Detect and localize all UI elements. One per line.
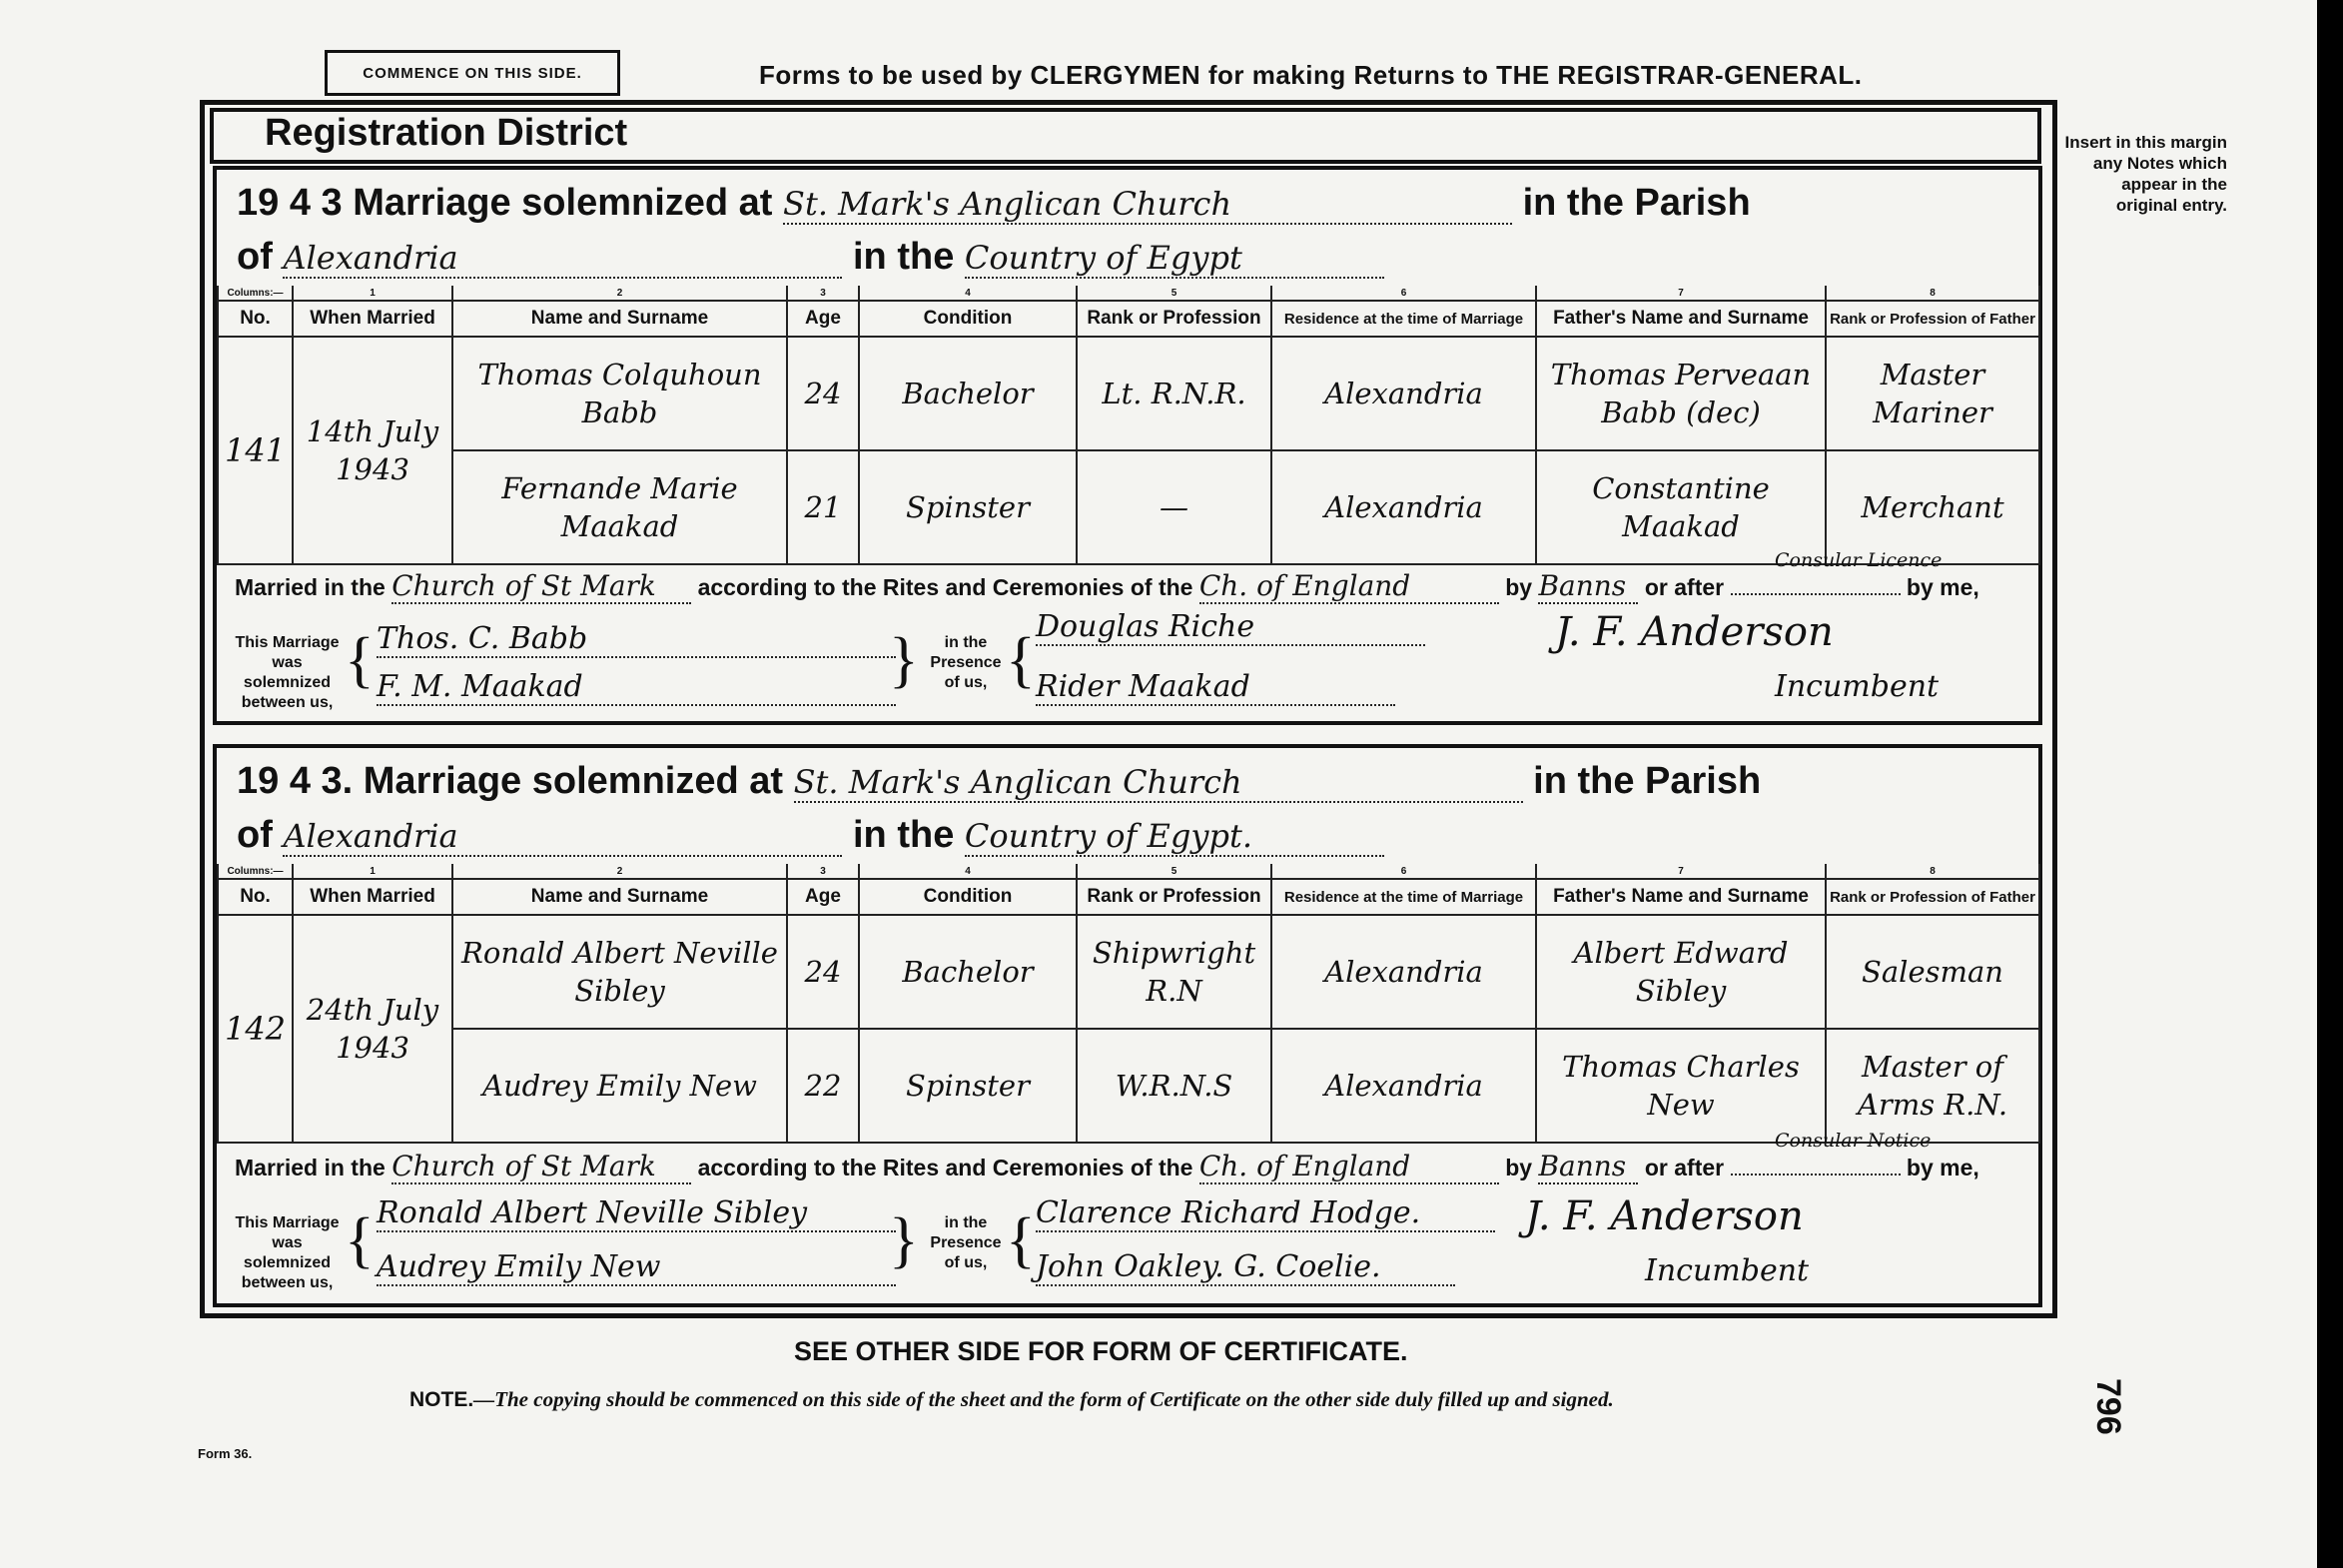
header-when-married: When Married bbox=[293, 301, 452, 337]
label-or-after: or after bbox=[1644, 574, 1725, 600]
register-table bbox=[217, 864, 2040, 1144]
witness-2: Rider Maakad bbox=[1036, 669, 1395, 706]
bride-signature: F. M. Maakad bbox=[377, 669, 896, 706]
commence-label: COMMENCE ON THIS SIDE. bbox=[325, 50, 620, 96]
groom-father-name: Thomas Perveaan Babb (dec) bbox=[1536, 337, 1826, 450]
groom-condition: Bachelor bbox=[859, 915, 1077, 1029]
groom-rank: Shipwright R.N bbox=[1077, 915, 1271, 1029]
bride-father-name: Thomas Charles New bbox=[1536, 1029, 1826, 1143]
column-number: 3 bbox=[787, 286, 859, 301]
note-label: NOTE. bbox=[409, 1388, 474, 1411]
witness-1: Douglas Riche bbox=[1036, 609, 1425, 646]
groom-signature: Ronald Albert Neville Sibley bbox=[377, 1195, 896, 1232]
header-father-name: Father's Name and Surname bbox=[1536, 301, 1826, 337]
column-number: Columns:— bbox=[218, 864, 293, 879]
label-this-marriage: This Marriage was solemnized between us, bbox=[235, 634, 340, 711]
entry-number: 141 bbox=[218, 337, 293, 564]
rites: Ch. of England bbox=[1199, 1150, 1499, 1184]
brace-icon: { bbox=[345, 1206, 375, 1274]
when-married: 14th July 1943 bbox=[293, 337, 452, 564]
label-presence: in the Presence of us, bbox=[930, 634, 1002, 691]
entry-title-line bbox=[237, 182, 1751, 225]
label-of: of bbox=[237, 814, 273, 856]
married-in-church: Church of St Mark bbox=[391, 569, 691, 604]
licence-note: Consular Licence bbox=[1775, 549, 1943, 571]
bride-father-name: Constantine Maakad bbox=[1536, 450, 1826, 564]
header-father-rank: Rank or Profession of Father bbox=[1826, 301, 2039, 337]
rites: Ch. of England bbox=[1199, 569, 1499, 604]
groom-residence: Alexandria bbox=[1271, 337, 1536, 450]
groom-name: Thomas Colquhoun Babb bbox=[452, 337, 787, 450]
copying-note bbox=[409, 1384, 1848, 1415]
header-row bbox=[218, 879, 2039, 915]
after-blank bbox=[1731, 1174, 1901, 1176]
header-residence: Residence at the time of Marriage bbox=[1271, 879, 1536, 915]
column-number: 4 bbox=[859, 286, 1077, 301]
groom-father-rank: Master Mariner bbox=[1826, 337, 2039, 450]
bride-father-rank: Merchant bbox=[1826, 450, 2039, 564]
column-number: 5 bbox=[1077, 864, 1271, 879]
marriage-entry-141 bbox=[213, 166, 2042, 725]
column-number: 5 bbox=[1077, 286, 1271, 301]
margin-note: Insert in this margin any Notes which appear in the original entry. bbox=[2064, 133, 2227, 215]
licence-note: Consular Notice bbox=[1775, 1130, 1932, 1152]
officiant-signature: J. F. Anderson bbox=[1555, 609, 1834, 655]
header-age: Age bbox=[787, 301, 859, 337]
after-blank bbox=[1731, 593, 1901, 595]
groom-condition: Bachelor bbox=[859, 337, 1077, 450]
entry-year: 19 4 3. bbox=[237, 760, 354, 802]
entry-number: 142 bbox=[218, 915, 293, 1143]
header-age: Age bbox=[787, 879, 859, 915]
header-condition: Condition bbox=[859, 301, 1077, 337]
label-by: by bbox=[1505, 574, 1533, 600]
officiant-title: Incumbent bbox=[1775, 669, 1940, 704]
label-presence: in the Presence of us, bbox=[930, 1214, 1002, 1271]
table-row bbox=[218, 337, 2039, 450]
by-means: Banns bbox=[1538, 569, 1638, 604]
header-father-name: Father's Name and Surname bbox=[1536, 879, 1826, 915]
entry-county: Country of Egypt. bbox=[965, 817, 1384, 857]
married-in-church: Church of St Mark bbox=[391, 1150, 691, 1184]
entry-church: St. Mark's Anglican Church bbox=[783, 185, 1512, 225]
bride-name: Audrey Emily New bbox=[452, 1029, 787, 1143]
entry-parish-line bbox=[237, 236, 1384, 279]
column-number: 7 bbox=[1536, 864, 1826, 879]
header-no: No. bbox=[218, 301, 293, 337]
label-solemnized: Marriage solemnized at bbox=[353, 182, 773, 224]
brace-icon: } bbox=[889, 626, 919, 694]
label-this-marriage: This Marriage was solemnized between us, bbox=[235, 1214, 340, 1291]
label-by-me: by me, bbox=[1906, 574, 1979, 600]
header-rank: Rank or Profession bbox=[1077, 879, 1271, 915]
label-according: according to the Rites and Ceremonies of the bbox=[697, 1155, 1193, 1180]
registration-district-label: Registration District bbox=[265, 112, 628, 154]
table-row bbox=[218, 450, 2039, 564]
label-parish: in the Parish bbox=[1522, 182, 1751, 224]
label-in-the: in the bbox=[853, 814, 955, 856]
bride-age: 22 bbox=[787, 1029, 859, 1143]
header-when-married: When Married bbox=[293, 879, 452, 915]
entry-parish: Alexandria bbox=[283, 239, 842, 279]
header-father-rank: Rank or Profession of Father bbox=[1826, 879, 2039, 915]
label-married-in: Married in the bbox=[235, 1155, 386, 1180]
column-number: Columns:— bbox=[218, 286, 293, 301]
married-in-line bbox=[235, 1150, 1979, 1184]
label-married-in: Married in the bbox=[235, 574, 386, 600]
header-residence: Residence at the time of Marriage bbox=[1271, 301, 1536, 337]
header-row bbox=[218, 301, 2039, 337]
label-solemnized: Marriage solemnized at bbox=[363, 760, 784, 802]
entry-county: Country of Egypt bbox=[965, 239, 1384, 279]
column-numbers-row bbox=[218, 286, 2039, 301]
label-in-the: in the bbox=[853, 236, 955, 278]
entry-year: 19 4 3 bbox=[237, 182, 343, 224]
column-number: 2 bbox=[452, 286, 787, 301]
brace-icon: { bbox=[1006, 626, 1036, 694]
column-number: 7 bbox=[1536, 286, 1826, 301]
header-rank: Rank or Profession bbox=[1077, 301, 1271, 337]
form-number: Form 36. bbox=[198, 1446, 253, 1461]
page-number: 796 bbox=[2089, 1378, 2127, 1435]
witness-1: Clarence Richard Hodge. bbox=[1036, 1195, 1495, 1232]
column-number: 1 bbox=[293, 864, 452, 879]
column-number: 2 bbox=[452, 864, 787, 879]
header-no: No. bbox=[218, 879, 293, 915]
bride-name: Fernande Marie Maakad bbox=[452, 450, 787, 564]
groom-name: Ronald Albert Neville Sibley bbox=[452, 915, 787, 1029]
groom-father-rank: Salesman bbox=[1826, 915, 2039, 1029]
header-name: Name and Surname bbox=[452, 301, 787, 337]
when-married: 24th July 1943 bbox=[293, 915, 452, 1143]
column-numbers-row bbox=[218, 864, 2039, 879]
bride-age: 21 bbox=[787, 450, 859, 564]
header-name: Name and Surname bbox=[452, 879, 787, 915]
entry-parish-line bbox=[237, 814, 1384, 857]
table-row bbox=[218, 915, 2039, 1029]
groom-father-name: Albert Edward Sibley bbox=[1536, 915, 1826, 1029]
label-according: according to the Rites and Ceremonies of the bbox=[697, 574, 1193, 600]
groom-age: 24 bbox=[787, 337, 859, 450]
bride-signature: Audrey Emily New bbox=[377, 1249, 896, 1286]
entry-title-line bbox=[237, 760, 1761, 803]
officiant-title: Incumbent bbox=[1645, 1253, 1810, 1288]
label-parish: in the Parish bbox=[1533, 760, 1762, 802]
column-number: 4 bbox=[859, 864, 1077, 879]
note-text: —The copying should be commenced on this side of the sheet and the form of Certificate on the other side duly filled up and signed. bbox=[473, 1387, 1614, 1411]
column-number: 3 bbox=[787, 864, 859, 879]
witness-2: John Oakley. G. Coelie. bbox=[1036, 1249, 1455, 1286]
entry-church: St. Mark's Anglican Church bbox=[794, 763, 1523, 803]
bride-rank: W.R.N.S bbox=[1077, 1029, 1271, 1143]
forms-title: Forms to be used by CLERGYMEN for making Returns to THE REGISTRAR-GENERAL. bbox=[759, 60, 1863, 90]
column-number: 1 bbox=[293, 286, 452, 301]
groom-age: 24 bbox=[787, 915, 859, 1029]
table-row bbox=[218, 1029, 2039, 1143]
column-number: 6 bbox=[1271, 864, 1536, 879]
bride-residence: Alexandria bbox=[1271, 450, 1536, 564]
bride-father-rank: Master of Arms R.N. bbox=[1826, 1029, 2039, 1143]
entry-parish: Alexandria bbox=[283, 817, 842, 857]
column-number: 8 bbox=[1826, 864, 2039, 879]
register-table bbox=[217, 286, 2040, 565]
see-other-side: SEE OTHER SIDE FOR FORM OF CERTIFICATE. bbox=[794, 1336, 1408, 1366]
bride-condition: Spinster bbox=[859, 1029, 1077, 1143]
groom-signature: Thos. C. Babb bbox=[377, 621, 896, 658]
bride-condition: Spinster bbox=[859, 450, 1077, 564]
brace-icon: } bbox=[889, 1206, 919, 1274]
officiant-signature: J. F. Anderson bbox=[1525, 1193, 1804, 1239]
column-number: 8 bbox=[1826, 286, 2039, 301]
married-in-line bbox=[235, 569, 1979, 604]
column-number: 6 bbox=[1271, 286, 1536, 301]
header-condition: Condition bbox=[859, 879, 1077, 915]
label-by: by bbox=[1505, 1155, 1533, 1180]
bride-rank: — bbox=[1077, 450, 1271, 564]
brace-icon: { bbox=[1006, 1206, 1036, 1274]
label-of: of bbox=[237, 236, 273, 278]
groom-rank: Lt. R.N.R. bbox=[1077, 337, 1271, 450]
groom-residence: Alexandria bbox=[1271, 915, 1536, 1029]
bride-residence: Alexandria bbox=[1271, 1029, 1536, 1143]
label-or-after: or after bbox=[1644, 1155, 1725, 1180]
marriage-entry-142 bbox=[213, 744, 2042, 1307]
brace-icon: { bbox=[345, 626, 375, 694]
label-by-me: by me, bbox=[1906, 1155, 1979, 1180]
by-means: Banns bbox=[1538, 1150, 1638, 1184]
